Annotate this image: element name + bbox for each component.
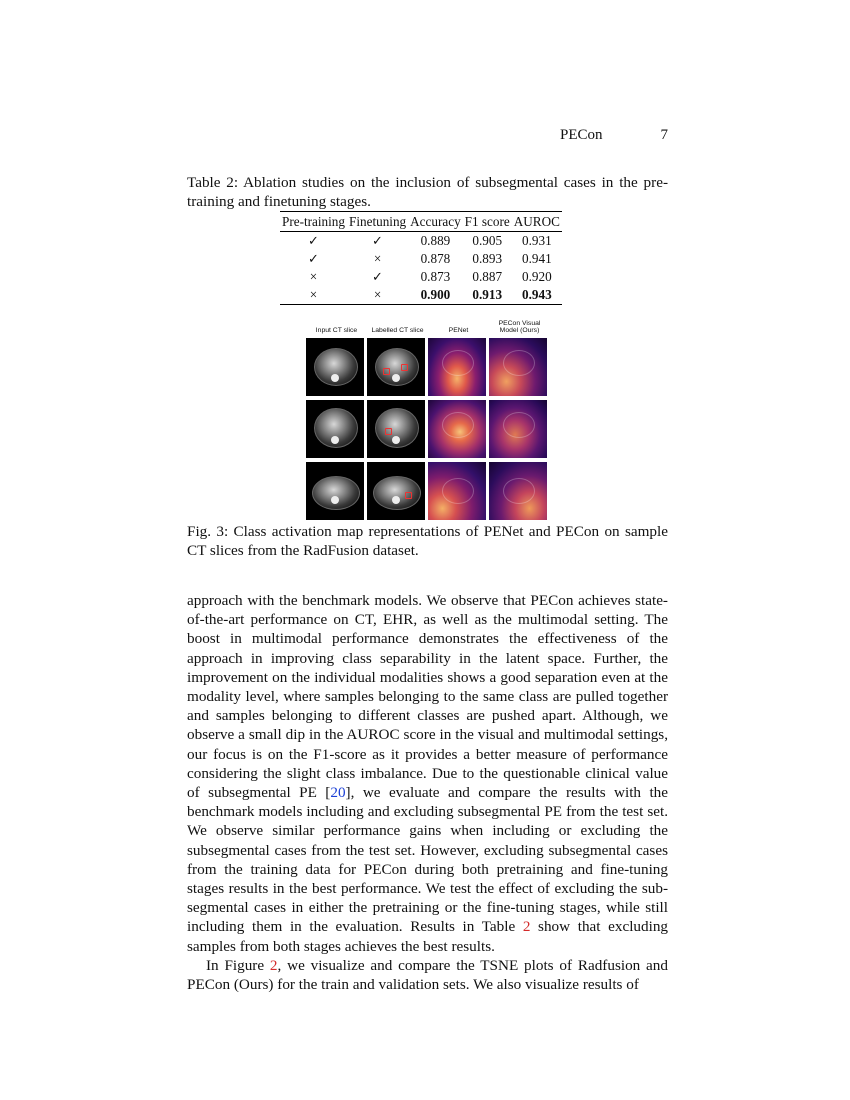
running-title: PECon: [560, 127, 603, 143]
col-header: Finetuning: [347, 212, 408, 232]
ct-slice-image: [306, 338, 364, 396]
text-span: , we visualize and compare the TSNE plots of Radfusion and PECon (Ours) for the train and validation sets. We also visualize results of: [187, 956, 668, 994]
body-text: [187, 591, 668, 994]
table-cell: 0.873: [420, 269, 451, 284]
cam-figure: [306, 312, 551, 520]
text-span: approach with the benchmark models. We observe that PECon achieves state-of-the-art performance on CT, EHR, as well as the multimodal setting. The boost in multimodal performance demonstrates the effectiveness of the approach in improving class separability in the latent space. Further, the improvement on the individual modalities shows a good separation even at the modality level, where samples belonging to the same class are pulled together and samples belonging to different classes are pushed apart. Although, we observe a small dip in the AUROC score in the visual and multimodal settings, our focus is on the F1-score as it provides a better measure of performance considering the slight class imbalance. Due to the questionable clinical value of subsegmental PE [: [187, 592, 668, 802]
table-cell: ✓: [307, 251, 320, 266]
figure-image-grid: [306, 338, 551, 520]
table-cell: 0.931: [521, 233, 552, 248]
figure-ref-link[interactable]: 2: [269, 956, 278, 974]
citation-link[interactable]: 20: [330, 784, 346, 802]
table-cell: 0.900: [408, 286, 463, 305]
table-cell: 0.887: [472, 269, 503, 284]
table-cell: 0.893: [472, 251, 503, 266]
table-row: [280, 250, 562, 268]
table-cell: ×: [347, 286, 408, 305]
table-caption: Table 2: Ablation studies on the inclusion of subsegmental cases in the pre-training and finetuning stages.: [187, 174, 668, 210]
labelled-ct-image: [367, 338, 425, 396]
penet-cam-image: [428, 462, 486, 520]
table-cell: ×: [373, 251, 382, 266]
table-cell: 0.878: [420, 251, 451, 266]
col-header: Pre-training: [280, 212, 347, 232]
figure-col-label: Input CT slice: [315, 327, 358, 334]
table-cell: 0.913: [463, 286, 512, 305]
col-header: F1 score: [463, 212, 512, 232]
table-cell: ×: [309, 269, 318, 284]
figure-caption: Fig. 3: Class activation map representations of PENet and PECon on sample CT slices from the RadFusion dataset.: [187, 523, 668, 559]
text-span: In Figure: [206, 956, 270, 974]
ablation-table: [280, 211, 562, 305]
penet-cam-image: [428, 338, 486, 396]
table-ref-link[interactable]: 2: [522, 918, 531, 936]
table-cell: 0.941: [521, 251, 552, 266]
ct-slice-image: [306, 462, 364, 520]
table-cell: ✓: [372, 269, 384, 284]
labelled-ct-image: [367, 400, 425, 458]
pecon-cam-image: [489, 400, 547, 458]
penet-cam-image: [428, 400, 486, 458]
table-row-best: [280, 286, 562, 305]
table-cell: 0.943: [512, 286, 562, 305]
text-span: ], we evaluate and compare the results with the benchmark models including and excluding subsegmental PE from the test set. We observe similar performance gains when including or excluding the subsegmental cases from the test set. However, excluding subsegmental cases from the training data for PECon during both pretraining and fine-tuning stages results in the best performance. We test the effect of excluding the sub-segmental cases in either the pretraining or the fine-tuning stages, while still including them in the evaluation. Results in Table: [187, 784, 669, 936]
table-cell: 0.920: [521, 269, 552, 284]
col-header: Accuracy: [408, 212, 463, 232]
pecon-cam-image: [489, 338, 547, 396]
table-cell: ✓: [372, 233, 384, 248]
figure-col-label: Labelled CT slice: [371, 327, 424, 334]
table-header-row: [280, 212, 562, 232]
figure-col-label: PENet: [448, 327, 469, 334]
page-number: 7: [660, 127, 668, 143]
figure-column-labels: [306, 312, 551, 334]
table-cell: 0.905: [472, 233, 503, 248]
table-cell: ✓: [307, 233, 320, 248]
table-cell: 0.889: [420, 233, 451, 248]
table-row: [280, 268, 562, 286]
table-row: [280, 232, 562, 251]
running-head: [560, 127, 668, 144]
labelled-ct-image: [367, 462, 425, 520]
paragraph: [187, 591, 668, 956]
col-header: AUROC: [512, 212, 562, 232]
table-cell: ×: [280, 286, 347, 305]
figure-col-label: PECon Visual Model (Ours): [498, 320, 541, 334]
text-span: show that excluding samples from both stages achieves the best results.: [187, 918, 669, 955]
pecon-cam-image: [489, 462, 547, 520]
ct-slice-image: [306, 400, 364, 458]
paragraph: [187, 956, 668, 994]
